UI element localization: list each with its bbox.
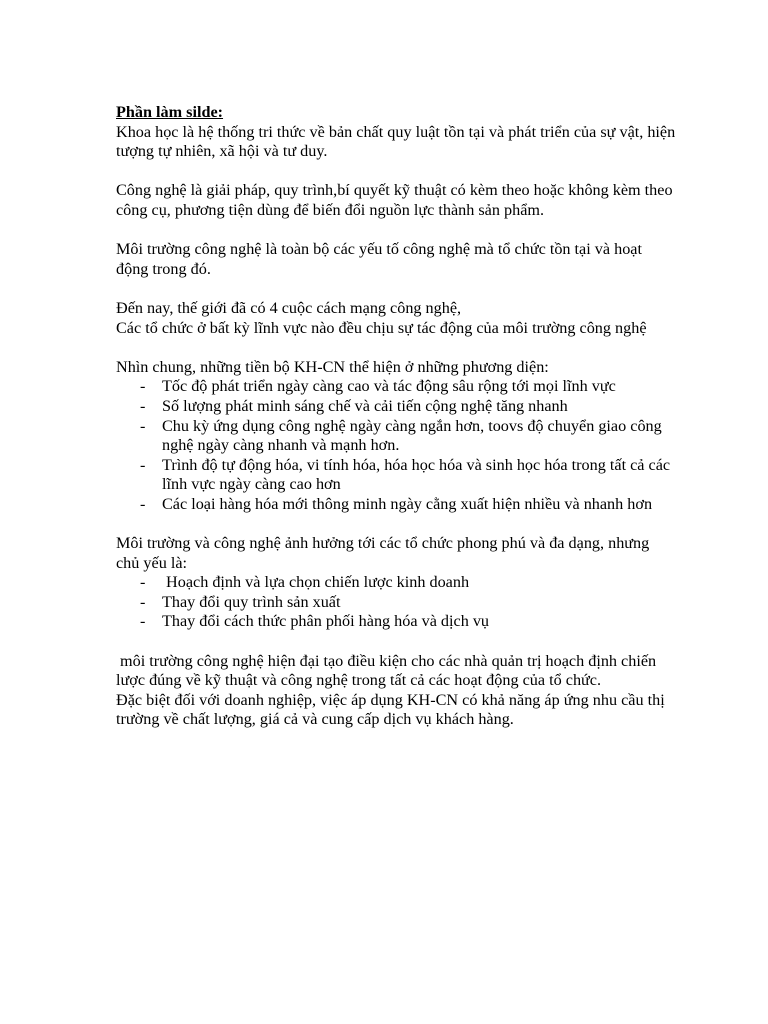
paragraph-enterprise: Đặc biệt đối với doanh nghiệp, việc áp dụng KH-CN có khả năng áp ứng nhu cầu thị trường về chất lượng, giá cả và cung cấp dịch vụ khách hàng. (116, 690, 665, 729)
list-item: - Thay đổi quy trình sản xuất (116, 593, 676, 613)
paragraph-modern-environment: môi trường công nghệ hiện đại tạo điều kiện cho các nhà quản trị hoạch định chiến lược đúng về kỹ thuật và công nghệ trong tất cả các hoạt động của tổ chức. (116, 651, 661, 690)
list-item: - Thay đổi cách thức phân phối hàng hóa và dịch vụ (116, 612, 676, 632)
list-item: - Các loại hàng hóa mới thông minh ngày cằng xuất hiện nhiều và nhanh hơn (116, 495, 676, 515)
list-item: - Hoạch định và lựa chọn chiến lược kinh doanh (116, 573, 676, 593)
list-item: - Số lượng phát minh sáng chế và cải tiến cộng nghệ tăng nhanh (116, 397, 676, 417)
progress-list (116, 377, 676, 514)
paragraph-impact-intro: Môi trường và công nghệ ảnh hưởng tới các tổ chức phong phú và đa dạng, nhưng chủ yếu là: (116, 534, 650, 572)
paragraph-organizations: Các tổ chức ở bất kỳ lĩnh vực nào đều chịu sự tác động của môi trường công nghệ (116, 318, 647, 337)
list-item: - Tốc độ phát triển ngày càng cao và tác động sâu rộng tới mọi lĩnh vực (116, 377, 676, 397)
paragraph-science: Khoa học là hệ thống tri thức về bản chất quy luật tồn tại và phát triển của sự vật, hiện tượng tự nhiên, xã hội và tư duy. (116, 122, 676, 161)
paragraph-tech-environment: Môi trường công nghệ là toàn bộ các yếu tố công nghệ mà tổ chức tồn tại và hoạt động trong đó. (116, 240, 642, 278)
paragraph-revolutions: Đến nay, thế giới đã có 4 cuộc cách mạng công nghệ, (116, 298, 462, 317)
paragraph-technology: Công nghệ là giải pháp, quy trình,bí quyết kỹ thuật có kèm theo hoặc không kèm theo công cụ, phương tiện dùng để biến đổi nguồn lực thành sản phẩm. (116, 181, 673, 219)
blank-line (116, 279, 676, 299)
impact-list (116, 573, 676, 632)
blank-line (116, 221, 676, 241)
section-title: Phần làm silde: (116, 103, 224, 121)
blank-line (116, 162, 676, 182)
blank-line (116, 632, 676, 652)
list-item: - Trình độ tự động hóa, vi tính hóa, hóa học hóa và sinh học hóa trong tất cả các lĩnh vực ngày càng cao hơn (116, 456, 676, 495)
paragraph-progress-intro: Nhìn chung, những tiền bộ KH-CN thể hiện ở những phương diện: (116, 357, 549, 376)
list-item: - Chu kỳ ứng dụng công nghệ ngày càng ngắn hơn, toovs độ chuyển giao công nghệ ngày càng nhanh và mạnh hơn. (116, 417, 676, 456)
document-body (116, 103, 676, 730)
blank-line (116, 338, 676, 358)
blank-line (116, 514, 676, 534)
